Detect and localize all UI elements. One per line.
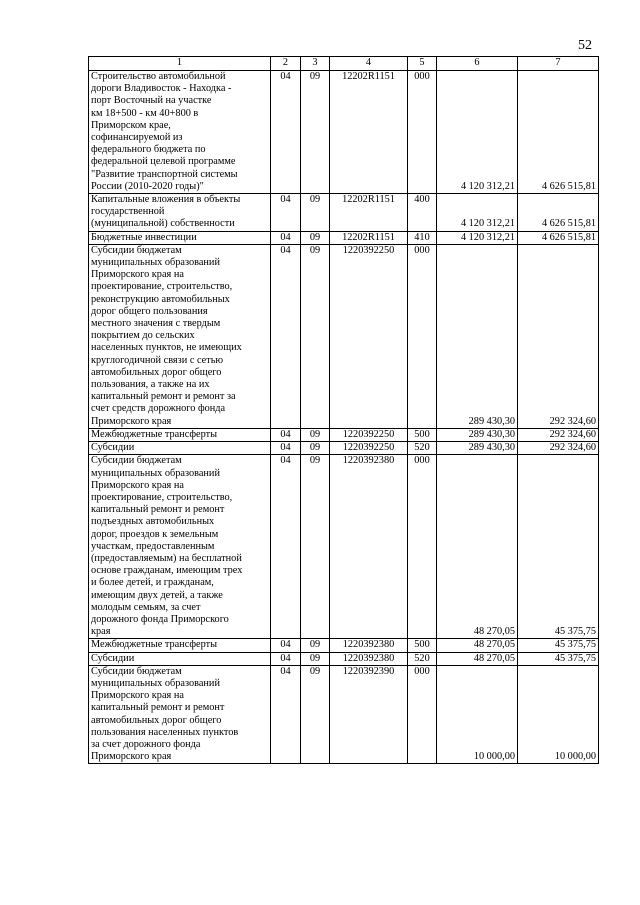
subsection-code-cell: 09 — [301, 428, 330, 441]
expense-type-cell: 520 — [408, 442, 437, 455]
table-row — [89, 71, 599, 194]
target-article-cell: 1220392250 — [330, 244, 408, 428]
item-name-cell: Бюджетные инвестиции — [89, 231, 271, 244]
target-article-cell: 1220392380 — [330, 652, 408, 665]
section-code-cell: 04 — [271, 455, 301, 639]
item-name-cell: Субсидии — [89, 442, 271, 455]
column-header: 4 — [330, 57, 408, 71]
amount-year2-cell: 45 375,75 — [518, 639, 599, 652]
column-header: 2 — [271, 57, 301, 71]
section-code-cell: 04 — [271, 428, 301, 441]
amount-year1-cell: 289 430,30 — [437, 442, 518, 455]
amount-year1-cell: 48 270,05 — [437, 652, 518, 665]
column-header: 7 — [518, 57, 599, 71]
column-header: 1 — [89, 57, 271, 71]
item-name-cell: Субсидии бюджетам муниципальных образований Приморского края на проектирование, строительство, реконструкцию автомобильных дорог общего пользования местного значения с твердым покрытием до сельских населенных пунктов, не имеющих круглогодичной связи с сетью автомобильных дорог общего пользования, а также на их капитальный ремонт и ремонт за счет средств дорожного фонда Приморского края — [89, 244, 271, 428]
table-row — [89, 231, 599, 244]
amount-year2-cell: 10 000,00 — [518, 665, 599, 764]
table-header-row — [89, 57, 599, 71]
amount-year2-cell: 4 626 515,81 — [518, 231, 599, 244]
table-row — [89, 639, 599, 652]
target-article-cell: 12202R1151 — [330, 231, 408, 244]
amount-year1-cell: 4 120 312,21 — [437, 194, 518, 232]
amount-year2-cell: 45 375,75 — [518, 652, 599, 665]
expense-type-cell: 410 — [408, 231, 437, 244]
table-row — [89, 652, 599, 665]
target-article-cell: 1220392380 — [330, 455, 408, 639]
expense-type-cell: 000 — [408, 71, 437, 194]
target-article-cell: 1220392380 — [330, 639, 408, 652]
subsection-code-cell: 09 — [301, 455, 330, 639]
item-name-cell: Межбюджетные трансферты — [89, 428, 271, 441]
section-code-cell: 04 — [271, 231, 301, 244]
subsection-code-cell: 09 — [301, 244, 330, 428]
amount-year1-cell: 48 270,05 — [437, 639, 518, 652]
item-name-cell: Межбюджетные трансферты — [89, 639, 271, 652]
column-header: 5 — [408, 57, 437, 71]
target-article-cell: 1220392390 — [330, 665, 408, 764]
item-name-cell: Капитальные вложения в объекты государственной (муниципальной) собственности — [89, 194, 271, 232]
amount-year1-cell: 4 120 312,21 — [437, 231, 518, 244]
subsection-code-cell: 09 — [301, 442, 330, 455]
amount-year2-cell: 4 626 515,81 — [518, 71, 599, 194]
amount-year1-cell: 10 000,00 — [437, 665, 518, 764]
table-row — [89, 194, 599, 232]
target-article-cell: 1220392250 — [330, 442, 408, 455]
expense-type-cell: 000 — [408, 665, 437, 764]
amount-year1-cell: 289 430,30 — [437, 244, 518, 428]
column-header: 6 — [437, 57, 518, 71]
table-row — [89, 442, 599, 455]
target-article-cell: 12202R1151 — [330, 194, 408, 232]
amount-year1-cell: 4 120 312,21 — [437, 71, 518, 194]
expense-type-cell: 000 — [408, 244, 437, 428]
table-row — [89, 244, 599, 428]
subsection-code-cell: 09 — [301, 665, 330, 764]
section-code-cell: 04 — [271, 639, 301, 652]
section-code-cell: 04 — [271, 652, 301, 665]
amount-year2-cell: 292 324,60 — [518, 428, 599, 441]
subsection-code-cell: 09 — [301, 639, 330, 652]
expense-type-cell: 000 — [408, 455, 437, 639]
amount-year2-cell: 4 626 515,81 — [518, 194, 599, 232]
item-name-cell: Строительство автомобильной дороги Владивосток - Находка - порт Восточный на участке км 18+500 - км 40+800 в Приморском крае, софинансируемой из федерального бюджета по федеральной целевой программе "Развитие транспортной системы России (2010-2020 годы)" — [89, 71, 271, 194]
item-name-cell: Субсидии бюджетам муниципальных образований Приморского края на проектирование, строительство, капитальный ремонт и ремонт подъездных автомобильных дорог, проездов к земельным участкам, предоставленным (предоставляемым) на бесплатной основе гражданам, имеющим трех и более детей, и гражданам, имеющим двух детей, а также молодым семьям, за счет дорожного фонда Приморского края — [89, 455, 271, 639]
target-article-cell: 1220392250 — [330, 428, 408, 441]
section-code-cell: 04 — [271, 71, 301, 194]
expense-type-cell: 500 — [408, 639, 437, 652]
table-row — [89, 665, 599, 764]
amount-year1-cell: 48 270,05 — [437, 455, 518, 639]
amount-year1-cell: 289 430,30 — [437, 428, 518, 441]
expense-type-cell: 500 — [408, 428, 437, 441]
section-code-cell: 04 — [271, 665, 301, 764]
item-name-cell: Субсидии бюджетам муниципальных образований Приморского края на капитальный ремонт и ремонт автомобильных дорог общего пользования населенных пунктов за счет дорожного фонда Приморского края — [89, 665, 271, 764]
subsection-code-cell: 09 — [301, 231, 330, 244]
column-header: 3 — [301, 57, 330, 71]
item-name-cell: Субсидии — [89, 652, 271, 665]
expense-type-cell: 520 — [408, 652, 437, 665]
expense-type-cell: 400 — [408, 194, 437, 232]
budget-table — [88, 56, 599, 764]
subsection-code-cell: 09 — [301, 652, 330, 665]
target-article-cell: 12202R1151 — [330, 71, 408, 194]
amount-year2-cell: 292 324,60 — [518, 244, 599, 428]
page-number: 52 — [578, 38, 592, 53]
section-code-cell: 04 — [271, 442, 301, 455]
amount-year2-cell: 292 324,60 — [518, 442, 599, 455]
subsection-code-cell: 09 — [301, 71, 330, 194]
section-code-cell: 04 — [271, 244, 301, 428]
subsection-code-cell: 09 — [301, 194, 330, 232]
amount-year2-cell: 45 375,75 — [518, 455, 599, 639]
table-row — [89, 455, 599, 639]
table-row — [89, 428, 599, 441]
section-code-cell: 04 — [271, 194, 301, 232]
